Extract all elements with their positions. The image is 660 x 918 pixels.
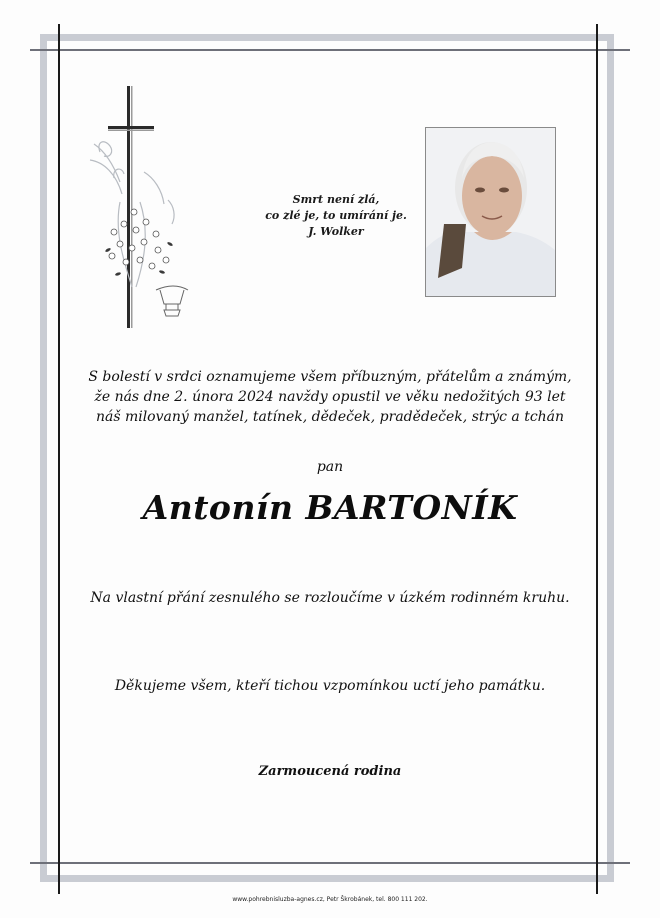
thanks-text: Děkujeme všem, kteří tichou vzpomínkou uctí jeho památku. xyxy=(114,678,546,694)
portrait-photo xyxy=(425,127,556,297)
portrait-icon xyxy=(426,128,555,296)
announcement-text xyxy=(70,367,590,427)
motto-line-2: co zlé je, to umírání je. xyxy=(265,209,407,222)
cross-with-flowers-icon xyxy=(84,82,204,332)
cross-icon xyxy=(108,86,154,328)
announcement-line-1: S bolestí v srdci oznamujeme všem příbuzným, přátelům a známým, xyxy=(88,369,572,385)
deceased-name: Antonín BARTONÍK xyxy=(142,488,518,527)
candle-lamp-icon xyxy=(156,286,188,316)
motto-author: J. Wolker xyxy=(308,225,364,238)
motto-quote xyxy=(236,192,436,240)
farewell-text: Na vlastní přání zesnulého se rozloučíme v úzkém rodinném kruhu. xyxy=(90,590,570,606)
frame-line-top xyxy=(30,49,630,51)
footer-contact: www.pohrebnisluzba-agnes.cz, Petr Škrobánek, tel. 800 111 202. xyxy=(232,896,428,903)
motto-line-1: Smrt není zlá, xyxy=(292,193,380,206)
announcement-line-3: náš milovaný manžel, tatínek, dědeček, pradědeček, strýc a tchán xyxy=(95,409,565,425)
signature: Zarmoucená rodina xyxy=(258,764,402,779)
announcement-line-2: že nás dne 2. února 2024 navždy opustil ve věku nedožitých 93 let xyxy=(94,389,566,405)
title-word: pan xyxy=(316,459,344,475)
frame-line-bottom xyxy=(30,862,630,864)
